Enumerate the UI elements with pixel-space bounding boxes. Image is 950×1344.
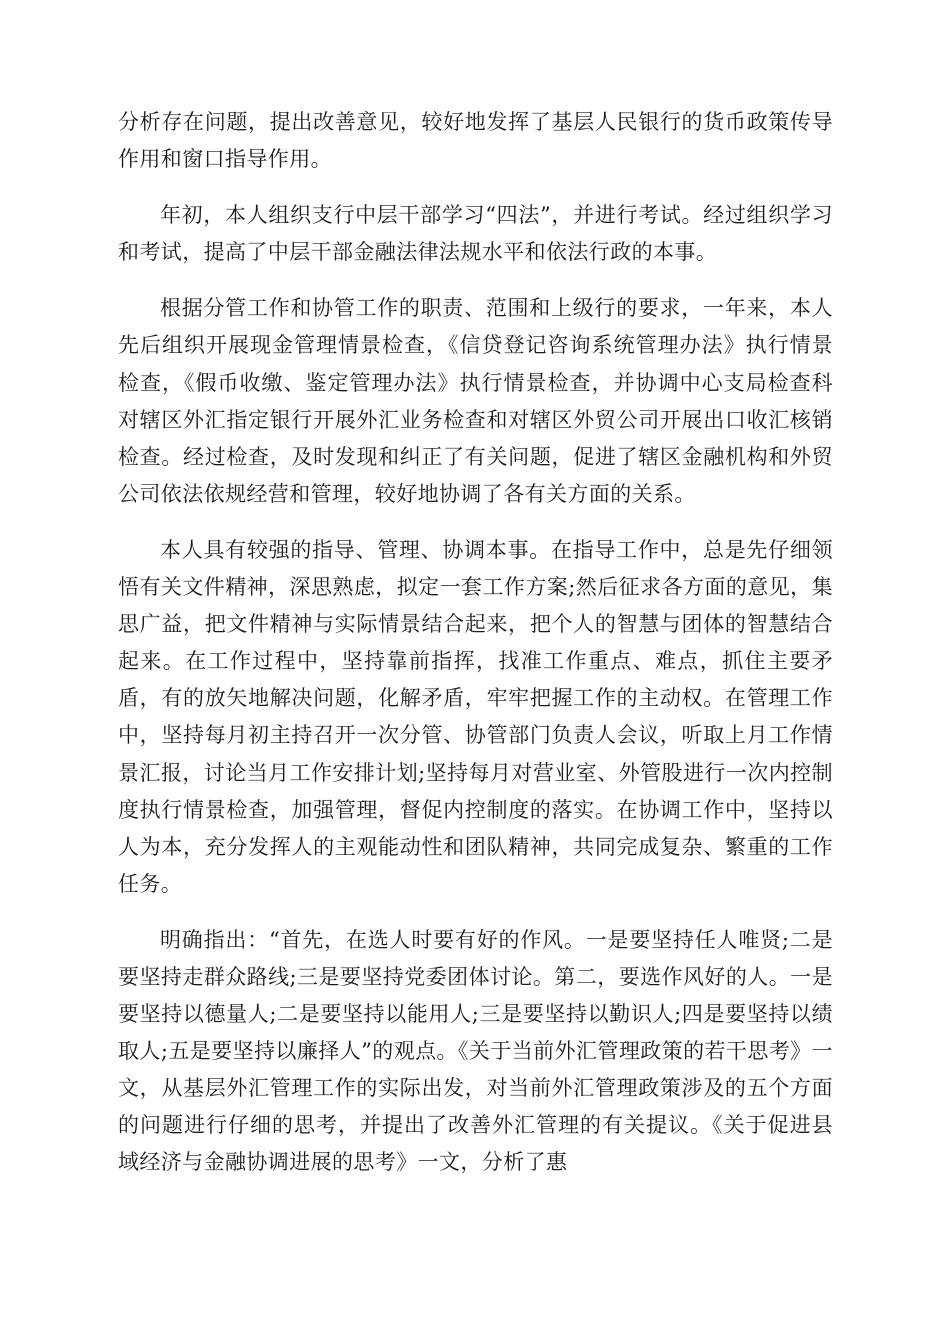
document-body [118, 104, 833, 1182]
paragraph-4: 本人具有较强的指导、管理、协调本事。在指导工作中，总是先仔细领悟有关文件精神，深思熟虑，拟定一套工作方案;然后征求各方面的意见，集思广益，把文件精神与实际情景结合起来，把个人的智慧与团体的智慧结合起来。在工作过程中，坚持靠前指挥，找准工作重点、难点，抓住主要矛盾，有的放矢地解决问题，化解矛盾，牢牢把握工作的主动权。在管理工作中，坚持每月初主持召开一次分管、协管部门负责人会议，听取上月工作情景汇报，讨论当月工作安排计划;坚持每月对营业室、外管股进行一次内控制度执行情景检查，加强管理，督促内控制度的落实。在协调工作中，坚持以人为本，充分发挥人的主观能动性和团队精神，共同完成复杂、繁重的工作任务。 [118, 537, 833, 896]
paragraph-3: 根据分管工作和协管工作的职责、范围和上级行的要求，一年来，本人先后组织开展现金管理情景检查，《信贷登记咨询系统管理办法》执行情景检查，《假币收缴、鉴定管理办法》执行情景检查，并协调中心支局检查科对辖区外汇指定银行开展外汇业务检查和对辖区外贸公司开展出口收汇核销检查。经过检查，及时发现和纠正了有关问题，促进了辖区金融机构和外贸公司依法依规经营和管理，较好地协调了各有关方面的关系。 [118, 296, 833, 506]
paragraph-5: 明确指出：“首先，在选人时要有好的作风。一是要坚持任人唯贤;二是要坚持走群众路线;三是要坚持党委团体讨论。第二，要选作风好的人。一是要坚持以德量人;二是要坚持以能用人;三是要坚持以勤识人;四是要坚持以绩取人;五是要坚持以廉择人”的观点。《关于当前外汇管理政策的若干思考》一文，从基层外汇管理工作的实际出发，对当前外汇管理政策涉及的五个方面的问题进行仔细的思考，并提出了改善外汇管理的有关提议。《关于促进县域经济与金融协调进展的思考》一文，分析了惠 [118, 927, 833, 1175]
paragraph-1: 分析存在问题，提出改善意见，较好地发挥了基层人民银行的货币政策传导作用和窗口指导作用。 [118, 110, 833, 172]
paragraph-2: 年初，本人组织支行中层干部学习“四法”，并进行考试。经过组织学习和考试，提高了中层干部金融法律法规水平和依法行政的本事。 [118, 203, 833, 265]
